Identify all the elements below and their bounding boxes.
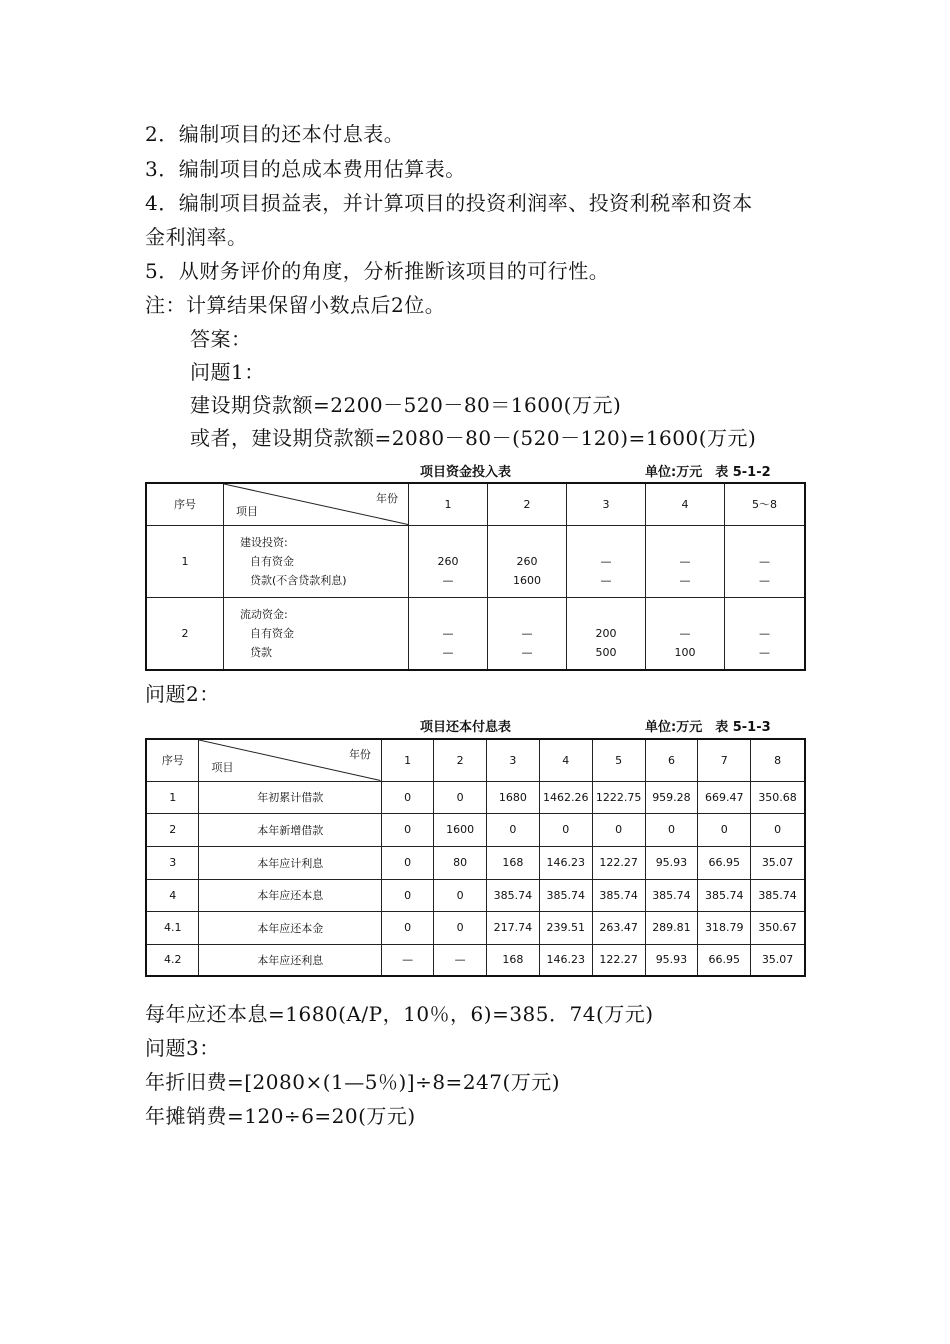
- cell: 0: [698, 813, 751, 846]
- cell-value: —: [679, 554, 691, 568]
- cell-value: 260: [437, 554, 459, 568]
- cell-value: 100: [674, 645, 696, 659]
- cell: 66.95: [698, 846, 751, 879]
- cell: 1680: [486, 781, 539, 813]
- cell: 122.27: [592, 846, 645, 879]
- cell: [409, 525, 488, 597]
- cell: 669.47: [698, 781, 751, 813]
- cell: —: [381, 944, 433, 976]
- header-item: 项目: [236, 504, 258, 518]
- table-row: [146, 879, 805, 911]
- cell: 35.07: [751, 944, 805, 976]
- cell-value: —: [759, 554, 770, 568]
- table-row: [146, 846, 805, 879]
- table-row: [146, 911, 805, 944]
- header-no: 序号: [146, 483, 224, 525]
- cell: [488, 597, 567, 670]
- annual-payment-line: 每年应还本息=1680(A/P，10％，6)=385．74(万元): [145, 1002, 654, 1026]
- cell: 0: [381, 781, 433, 813]
- year-col-2: 2: [488, 483, 567, 525]
- cell: 35.07: [751, 846, 805, 879]
- cell-value: —: [600, 554, 612, 568]
- cell: 0: [645, 813, 698, 846]
- header-diagonal: [224, 483, 409, 525]
- cell: 239.51: [539, 911, 592, 944]
- text-line-4: 金利润率。: [145, 225, 248, 249]
- cell: 95.93: [645, 944, 698, 976]
- cell-value: 500: [595, 645, 617, 659]
- cell: [567, 597, 646, 670]
- row-item: 本年新增借款: [199, 813, 381, 846]
- table2-unit: 单位:万元 表 5-1-3: [645, 720, 771, 735]
- row-no: 4.1: [146, 911, 199, 944]
- table2-title: 项目还本付息表: [420, 720, 512, 735]
- table-row: [146, 781, 805, 813]
- cell: 0: [381, 911, 433, 944]
- note-line: 注：计算结果保留小数点后2位。: [145, 293, 446, 317]
- cell-value: —: [759, 573, 770, 587]
- cell: 1462.26: [539, 781, 592, 813]
- cell: 0: [751, 813, 805, 846]
- row-sub-item: 自有资金: [250, 626, 294, 640]
- header-year: 年份: [348, 748, 371, 761]
- amortization-line: 年摊销费=120÷6=20(万元): [145, 1104, 416, 1128]
- year-col-1: 1: [381, 739, 433, 781]
- cell: 385.74: [486, 879, 539, 911]
- cell-value: —: [521, 626, 533, 640]
- cell: [725, 597, 806, 670]
- row-item: 本年应计利息: [199, 846, 381, 879]
- year-col-1: 1: [409, 483, 488, 525]
- cell: 0: [434, 781, 487, 813]
- header-item: 项目: [211, 760, 234, 774]
- text-line-2: 3．编制项目的总成本费用估算表。: [145, 157, 466, 181]
- cell: 318.79: [698, 911, 751, 944]
- year-col-3: 3: [486, 739, 539, 781]
- year-col-7: 7: [698, 739, 751, 781]
- header-no: 序号: [146, 739, 199, 781]
- cell-value: —: [679, 573, 691, 587]
- answer-label: 答案：: [190, 327, 252, 351]
- year-col-3: 3: [567, 483, 646, 525]
- cell: 289.81: [645, 911, 698, 944]
- row-sub-item: 自有资金: [250, 554, 294, 568]
- cell: [646, 597, 725, 670]
- question-2-label: 问题2：: [145, 682, 220, 706]
- cell: 168: [486, 846, 539, 879]
- loan-calc-line-2: 或者，建设期贷款额=2080－80－(520－120)=1600(万元): [190, 426, 757, 450]
- row-items: [224, 525, 409, 597]
- cell: 0: [434, 879, 487, 911]
- cell: 385.74: [751, 879, 805, 911]
- row-no: 1: [146, 525, 224, 597]
- cell-value: —: [442, 645, 454, 659]
- cell: 1600: [434, 813, 487, 846]
- cell: 385.74: [539, 879, 592, 911]
- cell: [567, 525, 646, 597]
- cell: [409, 597, 488, 670]
- cell-value: —: [442, 573, 454, 587]
- cell: 959.28: [645, 781, 698, 813]
- row-group: 流动资金:: [240, 607, 288, 621]
- cell: [488, 525, 567, 597]
- cell: 95.93: [645, 846, 698, 879]
- header-diagonal: [199, 739, 381, 781]
- header-year: 年份: [376, 492, 398, 505]
- repayment-table: [145, 738, 806, 977]
- year-col-8: 8: [751, 739, 805, 781]
- cell: 350.67: [751, 911, 805, 944]
- row-items: [224, 597, 409, 670]
- question-3-label: 问题3：: [145, 1036, 220, 1060]
- text-line-5: 5．从财务评价的角度，分析推断该项目的可行性。: [145, 259, 610, 283]
- row-no: 3: [146, 846, 199, 879]
- cell-value: —: [600, 573, 612, 587]
- cell: 80: [434, 846, 487, 879]
- row-no: 4.2: [146, 944, 199, 976]
- cell: 385.74: [645, 879, 698, 911]
- cell: [646, 525, 725, 597]
- year-col-2: 2: [434, 739, 487, 781]
- row-item: 年初累计借款: [199, 781, 381, 813]
- loan-calc-line-1: 建设期贷款额=2200－520－80＝1600(万元): [190, 393, 622, 417]
- row-item: 本年应还利息: [199, 944, 381, 976]
- cell-value: —: [759, 645, 770, 659]
- cell: 385.74: [698, 879, 751, 911]
- row-no: 1: [146, 781, 199, 813]
- cell-value: —: [442, 626, 454, 640]
- year-col-4: 4: [539, 739, 592, 781]
- cell: 0: [381, 813, 433, 846]
- row-no: 2: [146, 597, 224, 670]
- text-line-3: 4．编制项目损益表，并计算项目的投资利润率、投资利税率和资本: [145, 191, 753, 215]
- cell-value: 1600: [513, 573, 541, 587]
- year-col-4: 4: [646, 483, 725, 525]
- row-group: 建设投资:: [240, 535, 288, 549]
- cell: 146.23: [539, 846, 592, 879]
- cell: 0: [592, 813, 645, 846]
- cell: —: [434, 944, 487, 976]
- cell: 0: [539, 813, 592, 846]
- cell: 168: [486, 944, 539, 976]
- cell: 1222.75: [592, 781, 645, 813]
- cell: 66.95: [698, 944, 751, 976]
- year-col-5: 5: [592, 739, 645, 781]
- year-col-5: 5～8: [725, 483, 806, 525]
- question-1-label: 问题1：: [190, 360, 265, 384]
- table1-unit: 单位:万元 表 5-1-2: [645, 465, 771, 480]
- cell-value: 200: [595, 626, 617, 640]
- row-no: 4: [146, 879, 199, 911]
- row-sub-item: 贷款(不含贷款利息): [250, 573, 347, 587]
- cell: 0: [381, 846, 433, 879]
- row-item: 本年应还本金: [199, 911, 381, 944]
- cell: 385.74: [592, 879, 645, 911]
- row-no: 2: [146, 813, 199, 846]
- cell: [725, 525, 806, 597]
- table-row: [146, 597, 805, 670]
- capital-input-table: [145, 482, 806, 671]
- row-sub-item: 贷款: [250, 645, 272, 659]
- cell: 0: [434, 911, 487, 944]
- row-item: 本年应还本息: [199, 879, 381, 911]
- text-line-1: 2．编制项目的还本付息表。: [145, 122, 405, 146]
- cell: 263.47: [592, 911, 645, 944]
- cell: 146.23: [539, 944, 592, 976]
- table1-title: 项目资金投入表: [420, 465, 512, 480]
- cell-value: —: [759, 626, 770, 640]
- table-row: [146, 525, 805, 597]
- cell: 122.27: [592, 944, 645, 976]
- cell: 0: [381, 879, 433, 911]
- table-row: [146, 944, 805, 976]
- cell: 217.74: [486, 911, 539, 944]
- cell-value: —: [521, 645, 533, 659]
- cell: 0: [486, 813, 539, 846]
- depreciation-line: 年折旧费=[2080×(1—5％)]÷8=247(万元): [145, 1070, 561, 1094]
- year-col-6: 6: [645, 739, 698, 781]
- table-row: [146, 813, 805, 846]
- cell-value: —: [679, 626, 691, 640]
- cell: 350.68: [751, 781, 805, 813]
- cell-value: 260: [516, 554, 538, 568]
